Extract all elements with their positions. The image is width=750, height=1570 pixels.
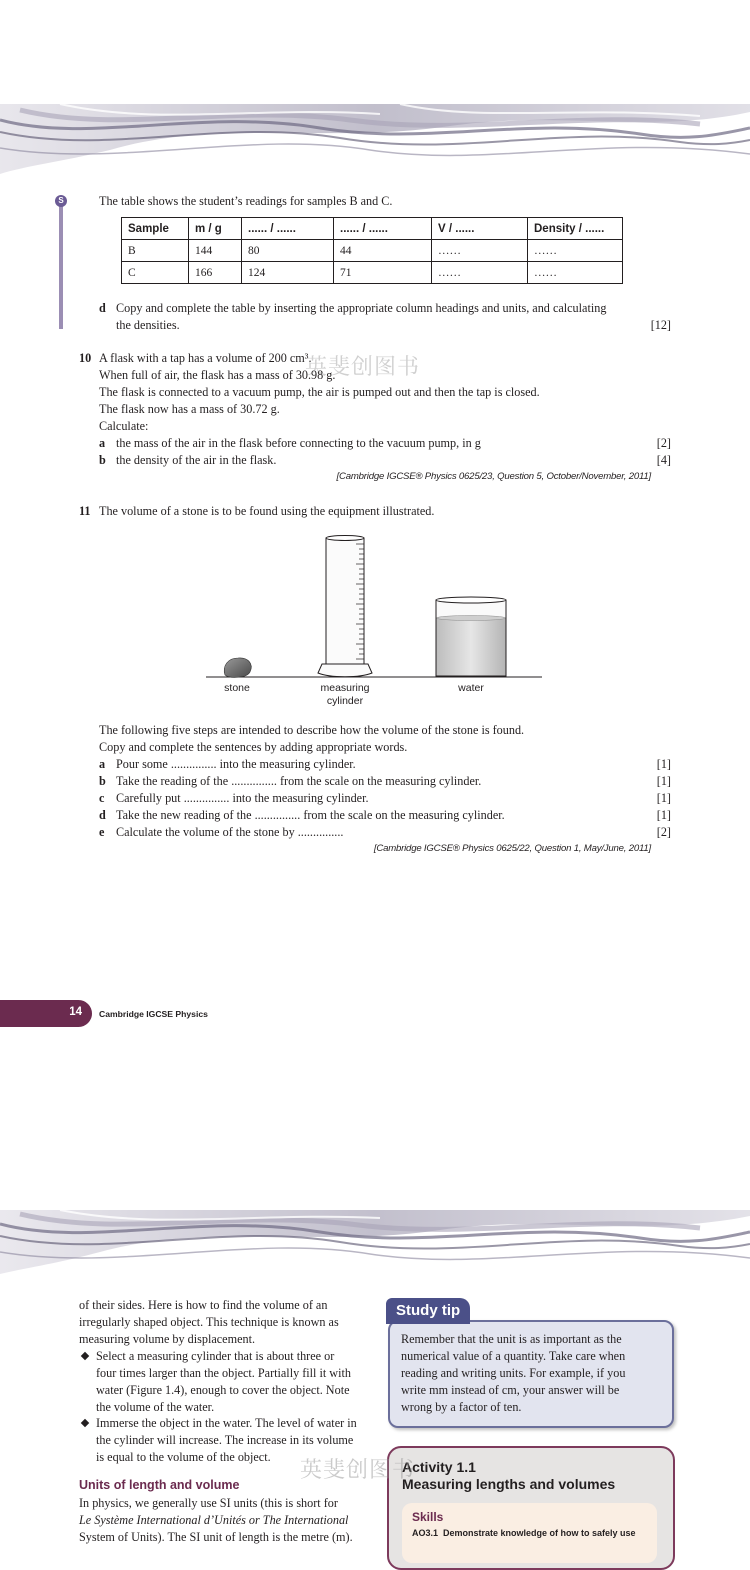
q11e-letter: e — [99, 825, 105, 839]
q9d-line2: the densities. — [116, 318, 180, 332]
cylinder-label-1: measuring — [320, 682, 370, 694]
bullet1-line: four times larger than the object. Partially fill it with — [96, 1366, 351, 1380]
cell: B — [122, 240, 189, 262]
p2-line: measuring volume by displacement. — [79, 1332, 255, 1346]
cell: …… — [528, 240, 623, 262]
q10-line: Calculate: — [99, 419, 149, 433]
bullet2-line: Immerse the object in the water. The level of water in — [96, 1416, 357, 1430]
study-tip-line: reading and writing units. For example, if you — [401, 1366, 626, 1380]
q11-intro: The volume of a stone is to be found using the equipment illustrated. — [99, 504, 435, 518]
q11d-text: Take the new reading of the ............... from the scale on the measuring cylinder. — [116, 808, 505, 822]
q11a-letter: a — [99, 757, 106, 771]
page-number-tab — [0, 1000, 92, 1027]
col-blank1: ...... / ...... — [242, 218, 334, 240]
bullet-diamond-icon — [81, 1352, 89, 1360]
cell: C — [122, 262, 189, 284]
q10b-mark: [4] — [656, 453, 671, 467]
supplement-s-icon: S — [55, 195, 67, 207]
bullet1-line: water (Figure 1.4), enough to cover the object. Note — [96, 1383, 350, 1397]
p2-para-line: System of Units). The SI unit of length is the metre (m). — [79, 1530, 353, 1544]
col-blank2: ...... / ...... — [334, 218, 432, 240]
book-title: Cambridge IGCSE Physics — [99, 1009, 208, 1019]
activity-title: Activity 1.1 — [402, 1459, 476, 1475]
q10-line: The flask is connected to a vacuum pump, the air is pumped out and then the tap is closed. — [99, 385, 540, 399]
cell: …… — [528, 262, 623, 284]
page-number: 14 — [69, 1006, 82, 1018]
table-row — [122, 262, 623, 284]
cell: 71 — [334, 262, 432, 284]
q11-number: 11 — [79, 504, 91, 518]
q10-number: 10 — [79, 351, 92, 365]
p2-line: irregularly shaped object. This technique is known as — [79, 1315, 339, 1329]
wave-pattern-icon — [0, 1210, 750, 1276]
cell: 44 — [334, 240, 432, 262]
q11d-mark: [1] — [656, 808, 671, 822]
section-bar — [59, 204, 63, 329]
q11c-letter: c — [99, 791, 105, 805]
skills-title: Skills — [412, 1510, 444, 1524]
q11c-text: Carefully put ............... into the measuring cylinder. — [116, 791, 369, 805]
q10a-text: the mass of the air in the flask before connecting to the vacuum pump, in g — [116, 436, 481, 450]
bullet1-line: Select a measuring cylinder that is about three or — [96, 1349, 335, 1363]
q10a-mark: [2] — [656, 436, 671, 450]
activity-subtitle: Measuring lengths and volumes — [402, 1476, 616, 1492]
q11a-mark: [1] — [656, 757, 671, 771]
p2-line: of their sides. Here is how to find the volume of an — [79, 1298, 328, 1312]
q9d-line1: Copy and complete the table by inserting the appropriate column headings and units, and calculating — [116, 301, 607, 315]
q11b-text: Take the reading of the ............... from the scale on the measuring cylinder. — [116, 774, 482, 788]
q11d-letter: d — [99, 808, 106, 822]
table-header-row — [122, 218, 623, 240]
bullet1-line: the volume of the water. — [96, 1400, 215, 1414]
study-tip-line: Remember that the unit is as important as the — [401, 1332, 622, 1346]
cell: …… — [432, 262, 528, 284]
watermark: 英斐创图书 — [300, 1458, 416, 1483]
watermark: 英斐创图书 — [305, 355, 421, 380]
cell: 80 — [242, 240, 334, 262]
study-tip-line: numerical value of a quantity. Take care when — [401, 1349, 626, 1363]
cell: …… — [432, 240, 528, 262]
q11a-text: Pour some ............... into the measuring cylinder. — [116, 757, 356, 771]
stone-label: stone — [224, 682, 250, 694]
cylinder-label-2: cylinder — [326, 695, 364, 707]
bullet2-line: is equal to the volume of the object. — [96, 1450, 271, 1464]
q10b-letter: b — [99, 453, 106, 467]
q10-line: A flask with a tap has a volume of 200 cm³. — [99, 351, 312, 365]
q10-line: The flask now has a mass of 30.72 g. — [99, 402, 280, 416]
readings-table — [121, 217, 623, 284]
bullet2-line: the cylinder will increase. The increase in its volume — [96, 1433, 354, 1447]
cell: 124 — [242, 262, 334, 284]
table-intro: The table shows the student’s readings for samples B and C. — [99, 194, 393, 208]
top-wave-banner-2 — [0, 1210, 750, 1276]
bullet-diamond-icon — [81, 1419, 89, 1427]
q10a-letter: a — [99, 436, 106, 450]
study-tip-title: Study tip — [386, 1298, 470, 1324]
q11b-letter: b — [99, 774, 106, 788]
q9d-mark: [12] — [650, 318, 671, 332]
q11b-mark: [1] — [656, 774, 671, 788]
q10b-text: the density of the air in the flask. — [116, 453, 277, 467]
skills-line: AO3.1 Demonstrate knowledge of how to safely use — [412, 1528, 636, 1538]
p2-para-line: Le Système International d’Unités or The International — [79, 1513, 349, 1527]
q11e-mark: [2] — [656, 825, 671, 839]
q10-line: When full of air, the flask has a mass of 30.98 g. — [99, 368, 336, 382]
col-mass: m / g — [189, 218, 242, 240]
wave-pattern-icon — [0, 104, 750, 176]
q11-source: [Cambridge IGCSE® Physics 0625/22, Question 1, May/June, 2011] — [373, 843, 651, 854]
q11e-text: Calculate the volume of the stone by ............... — [116, 825, 344, 839]
water-beaker-icon — [436, 597, 506, 676]
q9d-letter: d — [99, 301, 106, 315]
stone-icon — [224, 658, 251, 677]
col-volume: V / ...... — [432, 218, 528, 240]
cell: 166 — [189, 262, 242, 284]
study-tip-line: write mm instead of cm, your answer will be — [401, 1383, 620, 1397]
measuring-cylinder-icon — [318, 536, 372, 677]
col-sample: Sample — [122, 218, 189, 240]
q10-source: [Cambridge IGCSE® Physics 0625/23, Question 5, October/November, 2011] — [336, 471, 651, 482]
cell: 144 — [189, 240, 242, 262]
equipment-figure — [200, 530, 550, 710]
p2-para-line: In physics, we generally use SI units (this is short for — [79, 1496, 338, 1510]
table-row — [122, 240, 623, 262]
section-heading: Units of length and volume — [79, 1478, 240, 1492]
q11-line: The following five steps are intended to describe how the volume of the stone is found. — [99, 723, 525, 737]
q11-line: Copy and complete the sentences by adding appropriate words. — [99, 740, 408, 754]
top-wave-banner — [0, 104, 750, 176]
col-density: Density / ...... — [528, 218, 623, 240]
study-tip-line: wrong by a factor of ten. — [401, 1400, 522, 1414]
water-label: water — [458, 682, 484, 694]
q11c-mark: [1] — [656, 791, 671, 805]
